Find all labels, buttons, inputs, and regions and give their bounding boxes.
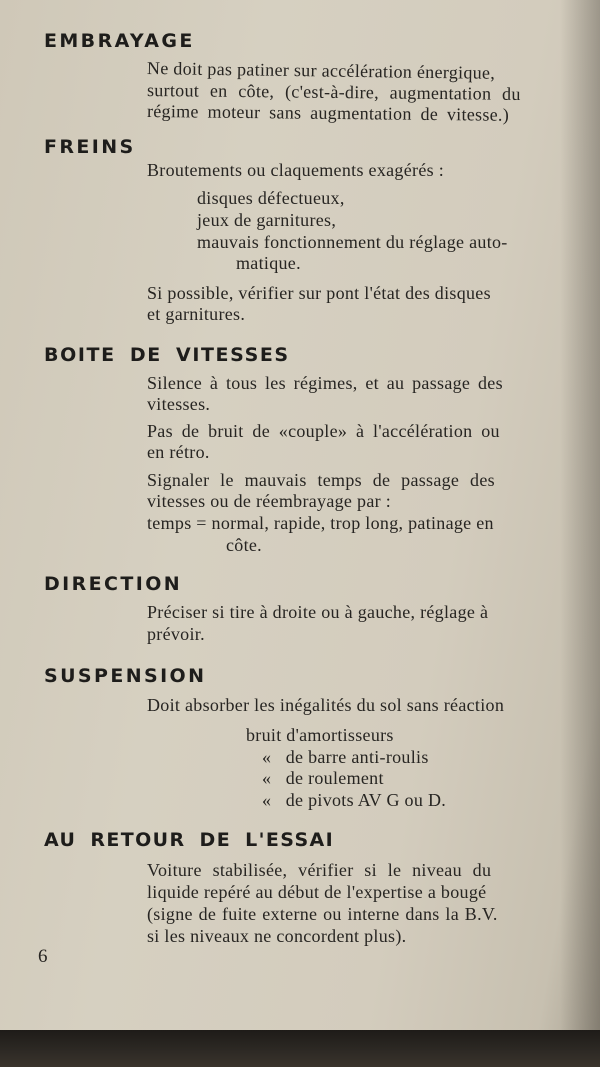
boite-line-2: vitesses. <box>147 394 211 414</box>
boite-line-1: Silence à tous les régimes, et au passage des <box>147 373 503 393</box>
freins-line-6: Si possible, vérifier sur pont l'état des disques <box>147 283 491 303</box>
background-surface <box>0 1030 600 1067</box>
suspension-line-2: bruit d'amortisseurs <box>246 725 394 745</box>
boite-line-6: vitesses ou de réembrayage par : <box>147 491 392 511</box>
freins-line-4: mauvais fonctionnement du réglage auto- <box>197 232 508 252</box>
suspension-line-3: « de barre anti-roulis <box>262 747 429 767</box>
suspension-line-1: Doit absorber les inégalités du sol sans réaction <box>147 695 505 715</box>
section-heading-direction: DIRECTION <box>44 573 183 595</box>
embrayage-line-2: surtout en côte, (c'est-à-dire, augmentation du <box>146 80 521 104</box>
section-heading-au-retour-de-l-essai: AU RETOUR DE L'ESSAI <box>44 829 335 851</box>
section-heading-boite-de-vitesses: BOITE DE VITESSES <box>44 344 290 366</box>
embrayage-line-1: Ne doit pas patiner sur accélération énergique, <box>146 58 496 83</box>
boite-line-8: côte. <box>226 535 262 555</box>
boite-line-5: Signaler le mauvais temps de passage des <box>147 470 495 490</box>
suspension-line-4: « de roulement <box>262 768 384 788</box>
boite-line-3: Pas de bruit de «couple» à l'accélération ou <box>147 421 500 441</box>
freins-line-5: matique. <box>236 253 301 273</box>
freins-line-7: et garnitures. <box>147 304 246 324</box>
page-number: 6 <box>38 946 48 967</box>
page-shadow <box>560 0 600 1030</box>
freins-line-2: disques défectueux, <box>197 188 345 208</box>
retour-line-2: liquide repéré au début de l'expertise a bougé <box>147 882 487 902</box>
suspension-line-5: « de pivots AV G ou D. <box>262 790 447 810</box>
section-heading-suspension: SUSPENSION <box>44 665 207 687</box>
retour-line-4: si les niveaux ne concordent plus). <box>147 926 407 946</box>
boite-line-4: en rétro. <box>147 442 210 462</box>
boite-line-7: temps = normal, rapide, trop long, patinage en <box>147 513 494 533</box>
embrayage-line-3: régime moteur sans augmentation de vitesse.) <box>146 101 510 125</box>
retour-line-1: Voiture stabilisée, vérifier si le niveau du <box>147 860 492 880</box>
freins-line-3: jeux de garnitures, <box>197 210 337 230</box>
section-heading-freins: FREINS <box>44 136 136 158</box>
section-heading-embrayage: EMBRAYAGE <box>44 30 195 52</box>
direction-line-1: Préciser si tire à droite ou à gauche, réglage à <box>147 602 489 622</box>
direction-line-2: prévoir. <box>147 624 205 644</box>
freins-line-1: Broutements ou claquements exagérés : <box>147 160 445 180</box>
retour-line-3: (signe de fuite externe ou interne dans la B.V. <box>147 904 498 924</box>
